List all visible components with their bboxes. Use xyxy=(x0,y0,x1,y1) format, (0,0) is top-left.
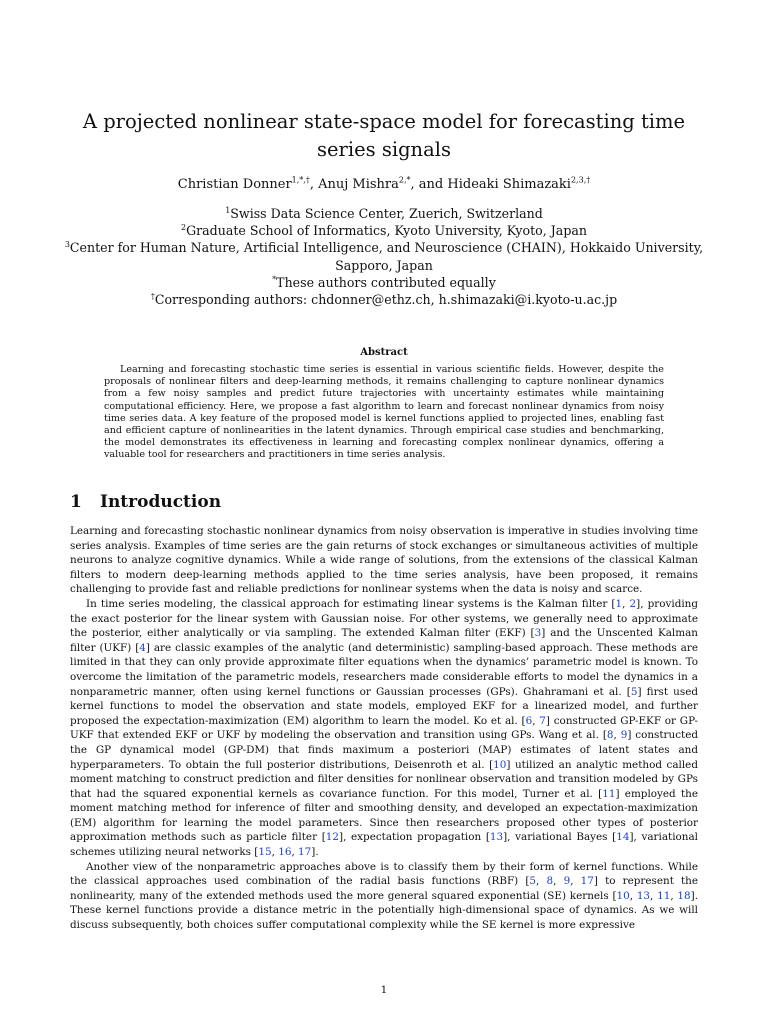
citation-link[interactable]: 12 xyxy=(325,831,340,844)
citation-link[interactable]: 9 xyxy=(620,729,628,742)
text-run: ] to represent the nonlinearity, many of the extended methods used the more general squared exponential (SE) kernels [ xyxy=(70,875,699,902)
citation-link[interactable]: 13 xyxy=(489,831,504,844)
section-heading xyxy=(70,492,221,512)
citation-link[interactable]: 11 xyxy=(657,889,671,902)
paragraph xyxy=(70,860,698,933)
paper-title: A projected nonlinear state-space model for forecasting time series signals xyxy=(82,110,686,161)
text-run: ]. xyxy=(311,846,319,859)
text-run: ], variational Bayes [ xyxy=(503,831,617,844)
citation-link[interactable]: 4 xyxy=(139,641,146,654)
abstract-heading: Abstract xyxy=(360,347,408,358)
citation-link[interactable]: 17 xyxy=(580,875,594,888)
author-affiliation-mark: 2,3,† xyxy=(570,175,591,185)
text-run: , xyxy=(570,875,581,888)
text-run: , xyxy=(553,875,564,888)
affiliation-mark: 2 xyxy=(181,223,187,233)
text-run: , xyxy=(650,889,658,902)
text-run: , xyxy=(271,846,279,859)
affiliation-line xyxy=(60,239,708,273)
text-run: , xyxy=(613,729,621,742)
affiliation-mark: * xyxy=(272,274,277,284)
author-affiliation-mark: 2,* xyxy=(398,175,411,185)
introduction-body xyxy=(70,524,698,933)
affiliation-text: Graduate School of Informatics, Kyoto University, Kyoto, Japan xyxy=(186,223,587,239)
text-run: ] constructed the GP dynamical model (GP-DM) that finds maximum a posteriori (MAP) estimates of latent states and hyperparameters. To obtain the full posterior distributions, Deisenroth et al. [ xyxy=(70,729,698,771)
citation-link[interactable]: 6 xyxy=(525,714,533,727)
text-run: ]. These kernel functions provide a distance metric in the potentially high-dimensional space of dynamics. As we will discuss subsequently, both choices suffer computational complexity while the SE kernel is more expressive xyxy=(70,889,698,932)
citation-link[interactable]: 15 xyxy=(258,846,272,859)
text-run: ], expectation propagation [ xyxy=(339,831,490,844)
affiliation-text: These authors contributed equally xyxy=(276,274,496,290)
page-number: 1 xyxy=(380,984,388,996)
affiliation-list xyxy=(60,205,708,308)
paragraph xyxy=(70,597,698,860)
citation-link[interactable]: 18 xyxy=(677,889,691,902)
text-run: ], variational schemes utilizing neural networks [ xyxy=(70,831,699,859)
citation-link[interactable]: 11 xyxy=(602,787,616,800)
citation-link[interactable]: 5 xyxy=(529,875,537,888)
citation-link[interactable]: 8 xyxy=(606,729,614,742)
affiliation-text: Swiss Data Science Center, Zuerich, Switzerland xyxy=(230,206,543,221)
author-separator: , xyxy=(309,177,319,192)
citation-link[interactable]: 7 xyxy=(539,714,546,727)
text-run: ] are classic examples of the analytic (and deterministic) sampling-based approach. These methods are limited in that they can only provide approximate filter equations when the dynamics’ parametric model is known. To overcome the limitation of the parametric models, researchers made considerable efforts to model the dynamics in a nonparametric manner, often using kernel functions or Gaussian processes (GPs). Ghahramani et al. [ xyxy=(70,641,698,698)
author-name: Hideaki Shimazaki xyxy=(447,177,571,192)
text-run: ] utilized an analytic method called moment matching to construct prediction and filter densities for nonlinear observation and transition modeled by GPs that had the squared exponential kernels as covariance function. For this model, Turner et al. [ xyxy=(70,758,698,800)
author-separator: , and xyxy=(410,177,448,192)
text-run: , xyxy=(536,875,547,888)
author-name: Anuj Mishra xyxy=(318,177,399,192)
affiliation-mark: 3 xyxy=(64,240,70,250)
author-name: Christian Donner xyxy=(177,177,292,192)
citation-link[interactable]: 13 xyxy=(636,889,651,902)
citation-link[interactable]: 8 xyxy=(546,875,554,888)
citation-link[interactable]: 9 xyxy=(563,875,571,888)
affiliation-line xyxy=(60,222,708,239)
citation-link[interactable]: 10 xyxy=(493,758,507,771)
citation-link[interactable]: 16 xyxy=(278,846,292,859)
text-run: ] constructed GP-EKF or GP-UKF that extended EKF or UKF by modeling the observation and transition using GPs. Wang et al. [ xyxy=(70,714,699,742)
text-run: Another view of the nonparametric approaches above is to classify them by their form of kernel functions. While the classical approaches used combination of the radial basis functions (RBF) [ xyxy=(70,860,698,888)
text-run: , xyxy=(532,714,540,727)
affiliation-text: Center for Human Nature, Artificial Intelligence, and Neuroscience (CHAIN), Hokkaido University, Sapporo, Japan xyxy=(69,240,704,273)
section-title: Introduction xyxy=(100,492,222,512)
text-run: , xyxy=(622,597,630,610)
citation-link[interactable]: 14 xyxy=(616,831,630,844)
affiliation-mark: † xyxy=(150,291,155,301)
affiliation-line xyxy=(60,205,708,222)
text-run: , xyxy=(291,846,299,859)
text-run: In time series modeling, the classical approach for estimating linear systems is the Kalman filter [ xyxy=(86,597,616,610)
text-run: ] employed the moment matching method for inference of filter and smoothing density, and developed an expectation-maximization (EM) algorithm for learning the model parameters. Since then researchers proposed other types of posterior approximation methods such as particle filter [ xyxy=(70,787,698,844)
citation-link[interactable]: 3 xyxy=(534,627,542,640)
text-run: , xyxy=(629,889,637,902)
section-number: 1 xyxy=(70,492,82,512)
paragraph: Learning and forecasting stochastic nonlinear dynamics from noisy observation is imperative in studies involving time series analysis. Examples of time series are the gain returns of stock exchanges or simultaneous activities of multiple neurons to analyze cognitive dynamics. While a wide range of solutions, from the extensions of the classical Kalman filters to modern deep-learning methods applied to the time series analysis, have been proposed, it remains challenging to provide fast and reliable predictions for nonlinear systems when the data is noisy and scarce. xyxy=(70,525,698,596)
affiliation-line xyxy=(60,274,708,291)
text-run: ], providing the exact posterior for the linear system with Gaussian noise. For other systems, we generally need to approximate the posterior, either analytically or via sampling. The extended Kalman filter (EKF) [ xyxy=(70,597,699,640)
abstract-text: Learning and forecasting stochastic time series is essential in various scientific fields. However, despite the proposals of nonlinear filters and deep-learning methods, it remains challenging to capture nonlinear dynamics from a few noisy samples and predict future trajectories with uncertainty estimates while maintaining computational efficiency. Here, we propose a fast algorithm to learn and forecast nonlinear dynamics from noisy time series data. A key feature of the proposed model is kernel functions applied to projected lines, enabling fast and efficient capture of nonlinearities in the latent dynamics. Through empirical case studies and benchmarking, the model demonstrates its effectiveness in learning and forecasting complex nonlinear dynamics, offering a valuable tool for researchers and practitioners in time series analysis. xyxy=(104,364,664,461)
text-run: ] first used kernel functions to model the observation and state models, employed EKF for a linearized model, and further proposed the expectation-maximization (EM) algorithm to learn the model. Ko et al. [ xyxy=(70,685,698,727)
affiliation-mark: 1 xyxy=(225,205,231,215)
citation-link[interactable]: 17 xyxy=(298,846,312,859)
citation-link[interactable]: 1 xyxy=(615,597,623,610)
author-list xyxy=(40,176,728,194)
affiliation-text: Corresponding authors: chdonner@ethz.ch, h.shimazaki@i.kyoto-u.ac.jp xyxy=(154,292,618,308)
text-run: ] and the Unscented Kalman filter (UKF) [ xyxy=(70,627,698,654)
citation-link[interactable]: 10 xyxy=(616,889,630,902)
author-affiliation-mark: 1,*,† xyxy=(291,175,310,185)
citation-link[interactable]: 2 xyxy=(629,597,637,610)
affiliation-line xyxy=(60,291,708,308)
citation-link[interactable]: 5 xyxy=(630,685,638,698)
text-run: , xyxy=(670,889,678,902)
